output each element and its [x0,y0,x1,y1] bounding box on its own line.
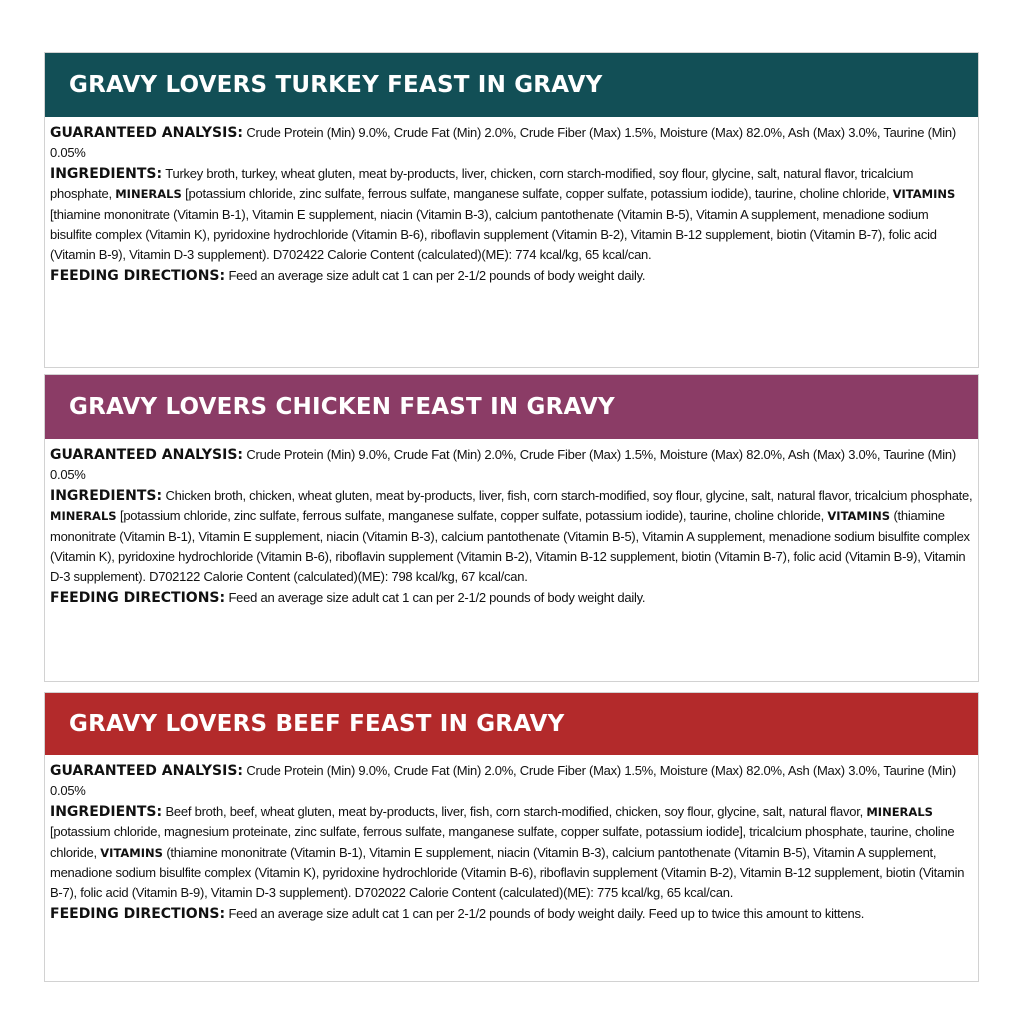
ingredients-text-c: [thiamine mononitrate (Vitamin B-1), Vitamin E supplement, niacin (Vitamin B-3), calcium pantothenate (Vitamin B-5), Vitamin A supplement, menadione sodium bisulfite complex (Vitamin K), pyridoxine hydrochloride (Vitamin B-6), riboflavin supplement (Vitamin B-2), Vitamin B-12 supplement, biotin (Vitamin B-7), folic acid (Vitamin B-9), Vitamin D-3 supplement). D702422 Calorie Content (calculated)(ME): 774 kcal/kg, 65 kcal/can. [50,206,937,263]
vitamins-label: VITAMINS [100,845,163,860]
feeding-directions-label: FEEDING DIRECTIONS: [50,589,226,606]
minerals-label: MINERALS [115,187,182,202]
ingredients-label: INGREDIENTS: [50,165,163,182]
ingredients-text-b: [potassium chloride, zinc sulfate, ferrous sulfate, manganese sulfate, copper sulfate, potassium iodide), taurine, choline chloride, [119,508,825,524]
ingredients-text-b: [potassium chloride, zinc sulfate, ferrous sulfate, manganese sulfate, copper sulfate, potassium iodide), taurine, choline chloride, [185,186,890,202]
guaranteed-analysis-label: GUARANTEED ANALYSIS: [50,447,244,463]
chicken-feast-title: GRAVY LOVERS CHICKEN FEAST IN GRAVY [45,375,978,439]
feeding-directions [50,904,973,924]
guaranteed-analysis-text: Crude Protein (Min) 9.0%, Crude Fat (Min) 2.0%, Crude Fiber (Max) 1.5%, Moisture (Max) 82.0%, Ash (Max) 3.0%, Taurine (Min) 0.05% [50,447,956,483]
vitamins-label: VITAMINS [892,187,956,202]
feeding-directions-text: Feed an average size adult cat 1 can per 2-1/2 pounds of body weight daily. [228,589,646,605]
chicken-feast-panel [44,374,979,682]
guaranteed-analysis [50,445,973,486]
feeding-directions [50,588,973,608]
feeding-directions-label: FEEDING DIRECTIONS: [50,905,226,922]
feeding-directions-text: Feed an average size adult cat 1 can per 2-1/2 pounds of body weight daily. Feed up to twice this amount to kittens. [228,905,865,921]
beef-feast-panel [44,692,979,982]
guaranteed-analysis-label: GUARANTEED ANALYSIS: [50,763,244,779]
guaranteed-analysis-text: Crude Protein (Min) 9.0%, Crude Fat (Min) 2.0%, Crude Fiber (Max) 1.5%, Moisture (Max) 82.0%, Ash (Max) 3.0%, Taurine (Min) 0.05% [50,125,956,161]
minerals-label: MINERALS [50,509,117,524]
beef-feast-title: GRAVY LOVERS BEEF FEAST IN GRAVY [45,693,978,755]
ingredients-label: INGREDIENTS: [50,487,163,504]
ingredients [50,164,973,266]
ingredients-text-c: (thiamine mononitrate (Vitamin B-1), Vitamin E supplement, niacin (Vitamin B-3), calcium pantothenate (Vitamin B-5), Vitamin A supplement, menadione sodium bisulfite complex (Vitamin K), pyridoxine hydrochloride (Vitamin B-6), riboflavin supplement (Vitamin B-2), Vitamin B-12 supplement, biotin (Vitamin B-7), folic acid (Vitamin B-9), Vitamin D-3 supplement). D702122 Calorie Content (calculated)(ME): 798 kcal/kg, 67 kcal/can. [50,508,970,585]
vitamins-label: VITAMINS [827,509,891,524]
ingredients-text-a: Turkey broth, turkey, wheat gluten, meat by-products, liver, chicken, corn starch-modified, soy flour, glycine, salt, natural flavor, tricalcium phosphate, [50,165,914,202]
turkey-feast-details [45,117,978,286]
ingredients [50,486,973,588]
guaranteed-analysis [50,761,973,802]
minerals-label: MINERALS [866,804,933,819]
feeding-directions [50,266,973,286]
guaranteed-analysis [50,123,973,164]
ingredients-text-c: (thiamine mononitrate (Vitamin B-1), Vitamin E supplement, niacin (Vitamin B-3), calcium pantothenate (Vitamin B-5), Vitamin A supplement, menadione sodium bisulfite complex (Vitamin K), pyridoxine hydrochloride (Vitamin B-6), riboflavin supplement (Vitamin B-2), Vitamin B-12 supplement, biotin (Vitamin B-7), folic acid (Vitamin B-9), Vitamin D-3 supplement). D702022 Calorie Content (calculated)(ME): 775 kcal/kg, 65 kcal/can. [50,844,965,901]
ingredients-text-a: Chicken broth, chicken, wheat gluten, meat by-products, liver, fish, corn starch-modified, soy flour, glycine, salt, natural flavor, tricalcium phosphate, [165,487,973,503]
guaranteed-analysis-label: GUARANTEED ANALYSIS: [50,125,244,141]
turkey-feast-title: GRAVY LOVERS TURKEY FEAST IN GRAVY [45,53,978,117]
ingredients-label: INGREDIENTS: [50,803,163,820]
turkey-feast-panel [44,52,979,368]
feeding-directions-label: FEEDING DIRECTIONS: [50,267,226,284]
chicken-feast-details [45,439,978,608]
guaranteed-analysis-text: Crude Protein (Min) 9.0%, Crude Fat (Min) 2.0%, Crude Fiber (Max) 1.5%, Moisture (Max) 82.0%, Ash (Max) 3.0%, Taurine (Min) 0.05% [50,763,956,799]
feeding-directions-text: Feed an average size adult cat 1 can per 2-1/2 pounds of body weight daily. [228,267,646,283]
ingredients-text-a: Beef broth, beef, wheat gluten, meat by-products, liver, fish, corn starch-modified, chicken, soy flour, glycine, salt, natural flavor, [165,803,863,819]
beef-feast-details [45,755,978,924]
ingredients [50,802,973,904]
ingredients-text-b: [potassium chloride, magnesium proteinate, zinc sulfate, ferrous sulfate, manganese sulfate, copper sulfate, potassium iodide], tricalcium phosphate, taurine, choline chloride, [50,824,955,860]
